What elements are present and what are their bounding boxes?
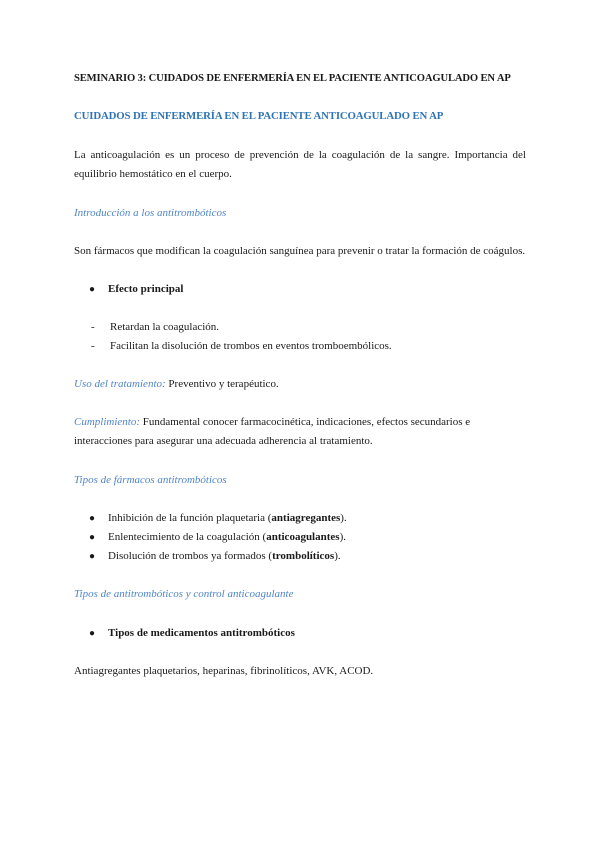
section-text-medicamentos: Antiagregantes plaquetarios, heparinas, fibrinolíticos, AVK, ACOD. xyxy=(74,665,374,677)
uso-text: Preventivo y terapéutico. xyxy=(165,378,279,390)
bullet-text-post: ). xyxy=(334,550,341,562)
main-heading: CUIDADOS DE ENFERMERÍA EN EL PACIENTE ANTICOAGULADO EN AP xyxy=(74,110,444,122)
uso-tratamiento-line xyxy=(74,375,526,394)
bullet-label: Tipos de medicamentos antitrombóticos xyxy=(108,627,295,639)
dash-item xyxy=(91,337,392,356)
bullet-text-bold: anticoagulantes xyxy=(266,531,340,543)
bullet-text-pre: Inhibición de la función plaquetaria ( xyxy=(108,512,272,524)
bullet-dot-icon: ● xyxy=(89,551,96,562)
bullet-dot-icon: ● xyxy=(89,628,96,639)
section-text-introduccion: Son fármacos que modifican la coagulación sanguínea para prevenir o tratar la formación de coágulos. xyxy=(74,245,526,257)
bullet-text-post: ). xyxy=(339,531,346,543)
bullet-text-bold: antiagregantes xyxy=(271,512,341,524)
bullet-label: Efecto principal xyxy=(108,283,184,295)
dash-marker: - xyxy=(91,321,95,333)
section-heading-tipos-farmacos: Tipos de fármacos antitrombóticos xyxy=(74,474,227,486)
bullet-item xyxy=(89,509,347,528)
document-title: SEMINARIO 3: CUIDADOS DE ENFERMERÍA EN EL PACIENTE ANTICOAGULADO EN AP xyxy=(74,73,511,84)
section-heading-tipos-control: Tipos de antitrombóticos y control anticoagulante xyxy=(74,588,294,600)
intro-paragraph: La anticoagulación es un proceso de prevención de la coagulación de la sangre. Importancia del equilibrio hemostático en el cuerpo. xyxy=(74,149,526,180)
bullet-item xyxy=(89,528,346,547)
cumplimiento-label: Cumplimiento: xyxy=(74,416,140,428)
dash-marker: - xyxy=(91,340,95,352)
dash-item-text: Facilitan la disolución de trombos en eventos tromboembólicos. xyxy=(110,340,392,352)
bullet-text-pre: Enlentecimiento de la coagulación ( xyxy=(108,531,267,543)
cumplimiento-paragraph xyxy=(74,413,484,451)
uso-label: Uso del tratamiento: xyxy=(74,378,166,390)
bullet-dot-icon: ● xyxy=(89,284,96,295)
bullet-item xyxy=(89,280,183,299)
bullet-dot-icon: ● xyxy=(89,532,96,543)
bullet-item xyxy=(89,624,295,643)
section-heading-introduccion: Introducción a los antitrombóticos xyxy=(74,207,227,219)
bullet-text-pre: Disolución de trombos ya formados ( xyxy=(108,550,273,562)
bullet-text-post: ). xyxy=(340,512,347,524)
dash-item xyxy=(91,318,219,337)
dash-item-text: Retardan la coagulación. xyxy=(110,321,220,333)
bullet-item xyxy=(89,547,341,566)
cumplimiento-text: Fundamental conocer farmacocinética, indicaciones, efectos secundarios e interacciones para asegurar una adecuada adherencia al tratamiento. xyxy=(74,416,471,447)
bullet-dot-icon: ● xyxy=(89,513,96,524)
bullet-text-bold: trombolíticos xyxy=(272,550,335,562)
